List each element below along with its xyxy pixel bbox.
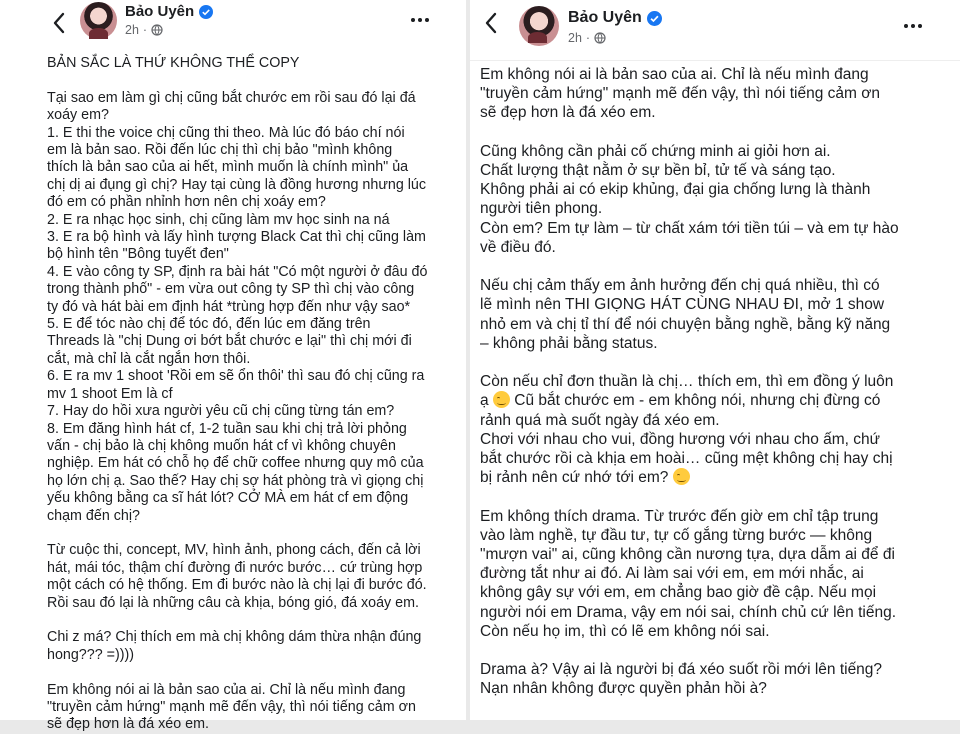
globe-icon	[594, 32, 606, 44]
verified-badge-icon	[647, 11, 662, 26]
avatar[interactable]	[519, 6, 559, 46]
post-panel-left	[0, 0, 466, 733]
post-paragraph: Chi z má? Chị thích em mà chị không dám thừa nhận đúng hong??? =))))	[47, 629, 422, 663]
post-paragraph: Tại sao em làm gì chị cũng bắt chước em rồi sau đó lại đá xoáy em? 1. E thi the voice chị cũng thi theo. Mà lúc đó báo chí nói em là bản sao. Rồi đến lúc chị thì chị bảo "mình không thích là bản sao của ai hết, mình muốn là chính mình" ủa chị dị ai đụng gì chị? Hay tại cùng là đồng hương nhưng lúc đó em có phần nhỉnh hơn nên chị xoáy em? 2. E ra nhạc học sinh, chị cũng làm mv học sinh na ná 3. E ra bộ hình và lấy hình tượng Black Cat thì chị cũng làm bộ hình tên "Bông tuyết đen" 4. E vào công ty SP, định ra bài hát "Có một người ở đâu đó trong thành phố" - em vừa out công ty SP thì chị vào công ty đó và hát bài em định hát *trùng hợp đến như vậy sao* 5. E để tóc nào chị để tóc đó, đến lúc em đăng trên Threads là "chị Dung ơi bớt bắt chước e lại" thì chị mới đi cắt, mà chỉ là cắt ngắn hơn thôi. 6. E ra mv 1 shoot 'Rồi em sẽ ổn thôi' thì sau đó chị cũng ra mv 1 shoot Em là cf 7. Hay do hồi xưa người yêu cũ chị cũng từng tán em? 8. Em đăng hình hát cf, 1-2 tuần sau khi chị trả lời phỏng vấn - chị bảo là chị không muốn hát cf vì không chuyên nghiệp. Em hát có chỗ họ để chữ coffee nhưng quy mô của họ lớn chị ạ. Sao thế? Hay chị sợ hát phòng trà vì giọng chị yếu không bằng ca sĩ hát lót? CỞ MÀ em hát cf em động chạm đến chị?	[47, 89, 428, 524]
author-name[interactable]: Bảo Uyên	[568, 9, 642, 26]
header-divider	[470, 60, 960, 61]
post-paragraph: Em không nói ai là bản sao của ai. Chỉ là nếu mình đang "truyền cảm hứng" mạnh mẽ đến vậy, thì nói tiếng cảm ơn sẽ đẹp hơn là đá xéo em.	[480, 66, 881, 122]
chevron-left-icon	[52, 12, 66, 34]
smile-emoji-icon	[493, 391, 510, 408]
post-paragraph: Từ cuộc thi, concept, MV, hình ảnh, phong cách, đến cả lời hát, mái tóc, thậm chí đường đi nước bước… cứ trùng hợp một cách có hệ thống. Em đi bước nào là chị lại đi bước đó. Rồi sau đó lại là những câu cà khịa, bóng gió, đá xoáy em.	[47, 542, 427, 611]
post-body	[480, 65, 930, 699]
verified-badge-icon	[199, 5, 213, 19]
author-name[interactable]: Bảo Uyên	[125, 3, 195, 20]
post-time[interactable]: 2h	[568, 31, 582, 45]
post-paragraph: Em không nói ai là bản sao của ai. Chỉ là nếu mình đang "truyền cảm hứng" mạnh mẽ đến vậy, thì nói tiếng cảm ơn sẽ đẹp hơn là đá xéo em.	[47, 681, 416, 733]
post-paragraph: Nếu chị cảm thấy em ảnh hưởng đến chị quá nhiều, thì có lẽ mình nên THI GIỌNG HÁT CÙNG NHAU ĐI, mở 1 show nhỏ em và chị tỉ thí để nói chuyện bằng nghề, bằng kỹ năng – không phải bằng status.	[480, 277, 891, 352]
post-title: BẢN SẮC LÀ THỨ KHÔNG THỂ COPY	[47, 55, 300, 71]
smile-emoji-icon	[673, 468, 690, 485]
more-options-button[interactable]	[900, 16, 926, 36]
avatar[interactable]	[80, 2, 117, 39]
post-paragraph: Em không thích drama. Từ trước đến giờ em chỉ tập trung vào làm nghề, tự đầu tư, tự cố gắng từng bước — không "mượn vai" ai, cũng không cần nương tựa, dựa dẫm ai để đi đường tắt như ai đó. Ai làm sai với em, em mới nhắc, ai không gây sự với em, em chẳng bao giờ đề cập. Nếu mọi người nói em Drama, vậy em nói sai, chính chủ cứ lên tiếng. Còn nếu họ im, thì có lẽ em không nói sai.	[480, 507, 897, 640]
post-header: Bảo Uyên 2h ·	[0, 0, 466, 52]
post-header: Bảo Uyên 2h ·	[470, 0, 960, 52]
post-panel-right	[470, 0, 960, 720]
more-horizontal-icon	[411, 18, 415, 22]
chevron-left-icon	[484, 12, 498, 34]
more-horizontal-icon	[904, 24, 908, 28]
post-paragraph: Drama à? Vậy ai là người bị đá xéo suốt rồi mới lên tiếng? Nạn nhân không được quyền phản hồi à?	[480, 661, 883, 698]
more-options-button[interactable]	[407, 10, 433, 30]
post-time[interactable]: 2h	[125, 23, 139, 37]
back-button[interactable]	[478, 10, 504, 36]
post-paragraph: Cũng không cần phải cố chứng minh ai giỏi hơn ai. Chất lượng thật nằm ở sự bền bỉ, tử tế và sáng tạo. Không phải ai có ekip khủng, đại gia chống lưng là thành người tiên phong. Còn em? Em tự làm – từ chất xám tới tiền túi – và em tự hào về điều đó.	[480, 142, 899, 256]
post-body	[47, 55, 452, 734]
globe-icon	[151, 24, 163, 36]
back-button[interactable]	[46, 10, 72, 36]
post-paragraph: Còn nếu chỉ đơn thuần là chị… thích em, thì em đồng ý luôn ạ Cũ bắt chước em - em không nói, nhưng chị đừng có rảnh quá mà suốt ngày đá xéo em. Chơi với nhau cho vui, đồng hương với nhau cho ấm, chứ bắt chước rồi cà khịa em hoài… cũng mệt không chị hay chị bị rảnh nên cứ nhớ tới em?	[480, 373, 894, 487]
